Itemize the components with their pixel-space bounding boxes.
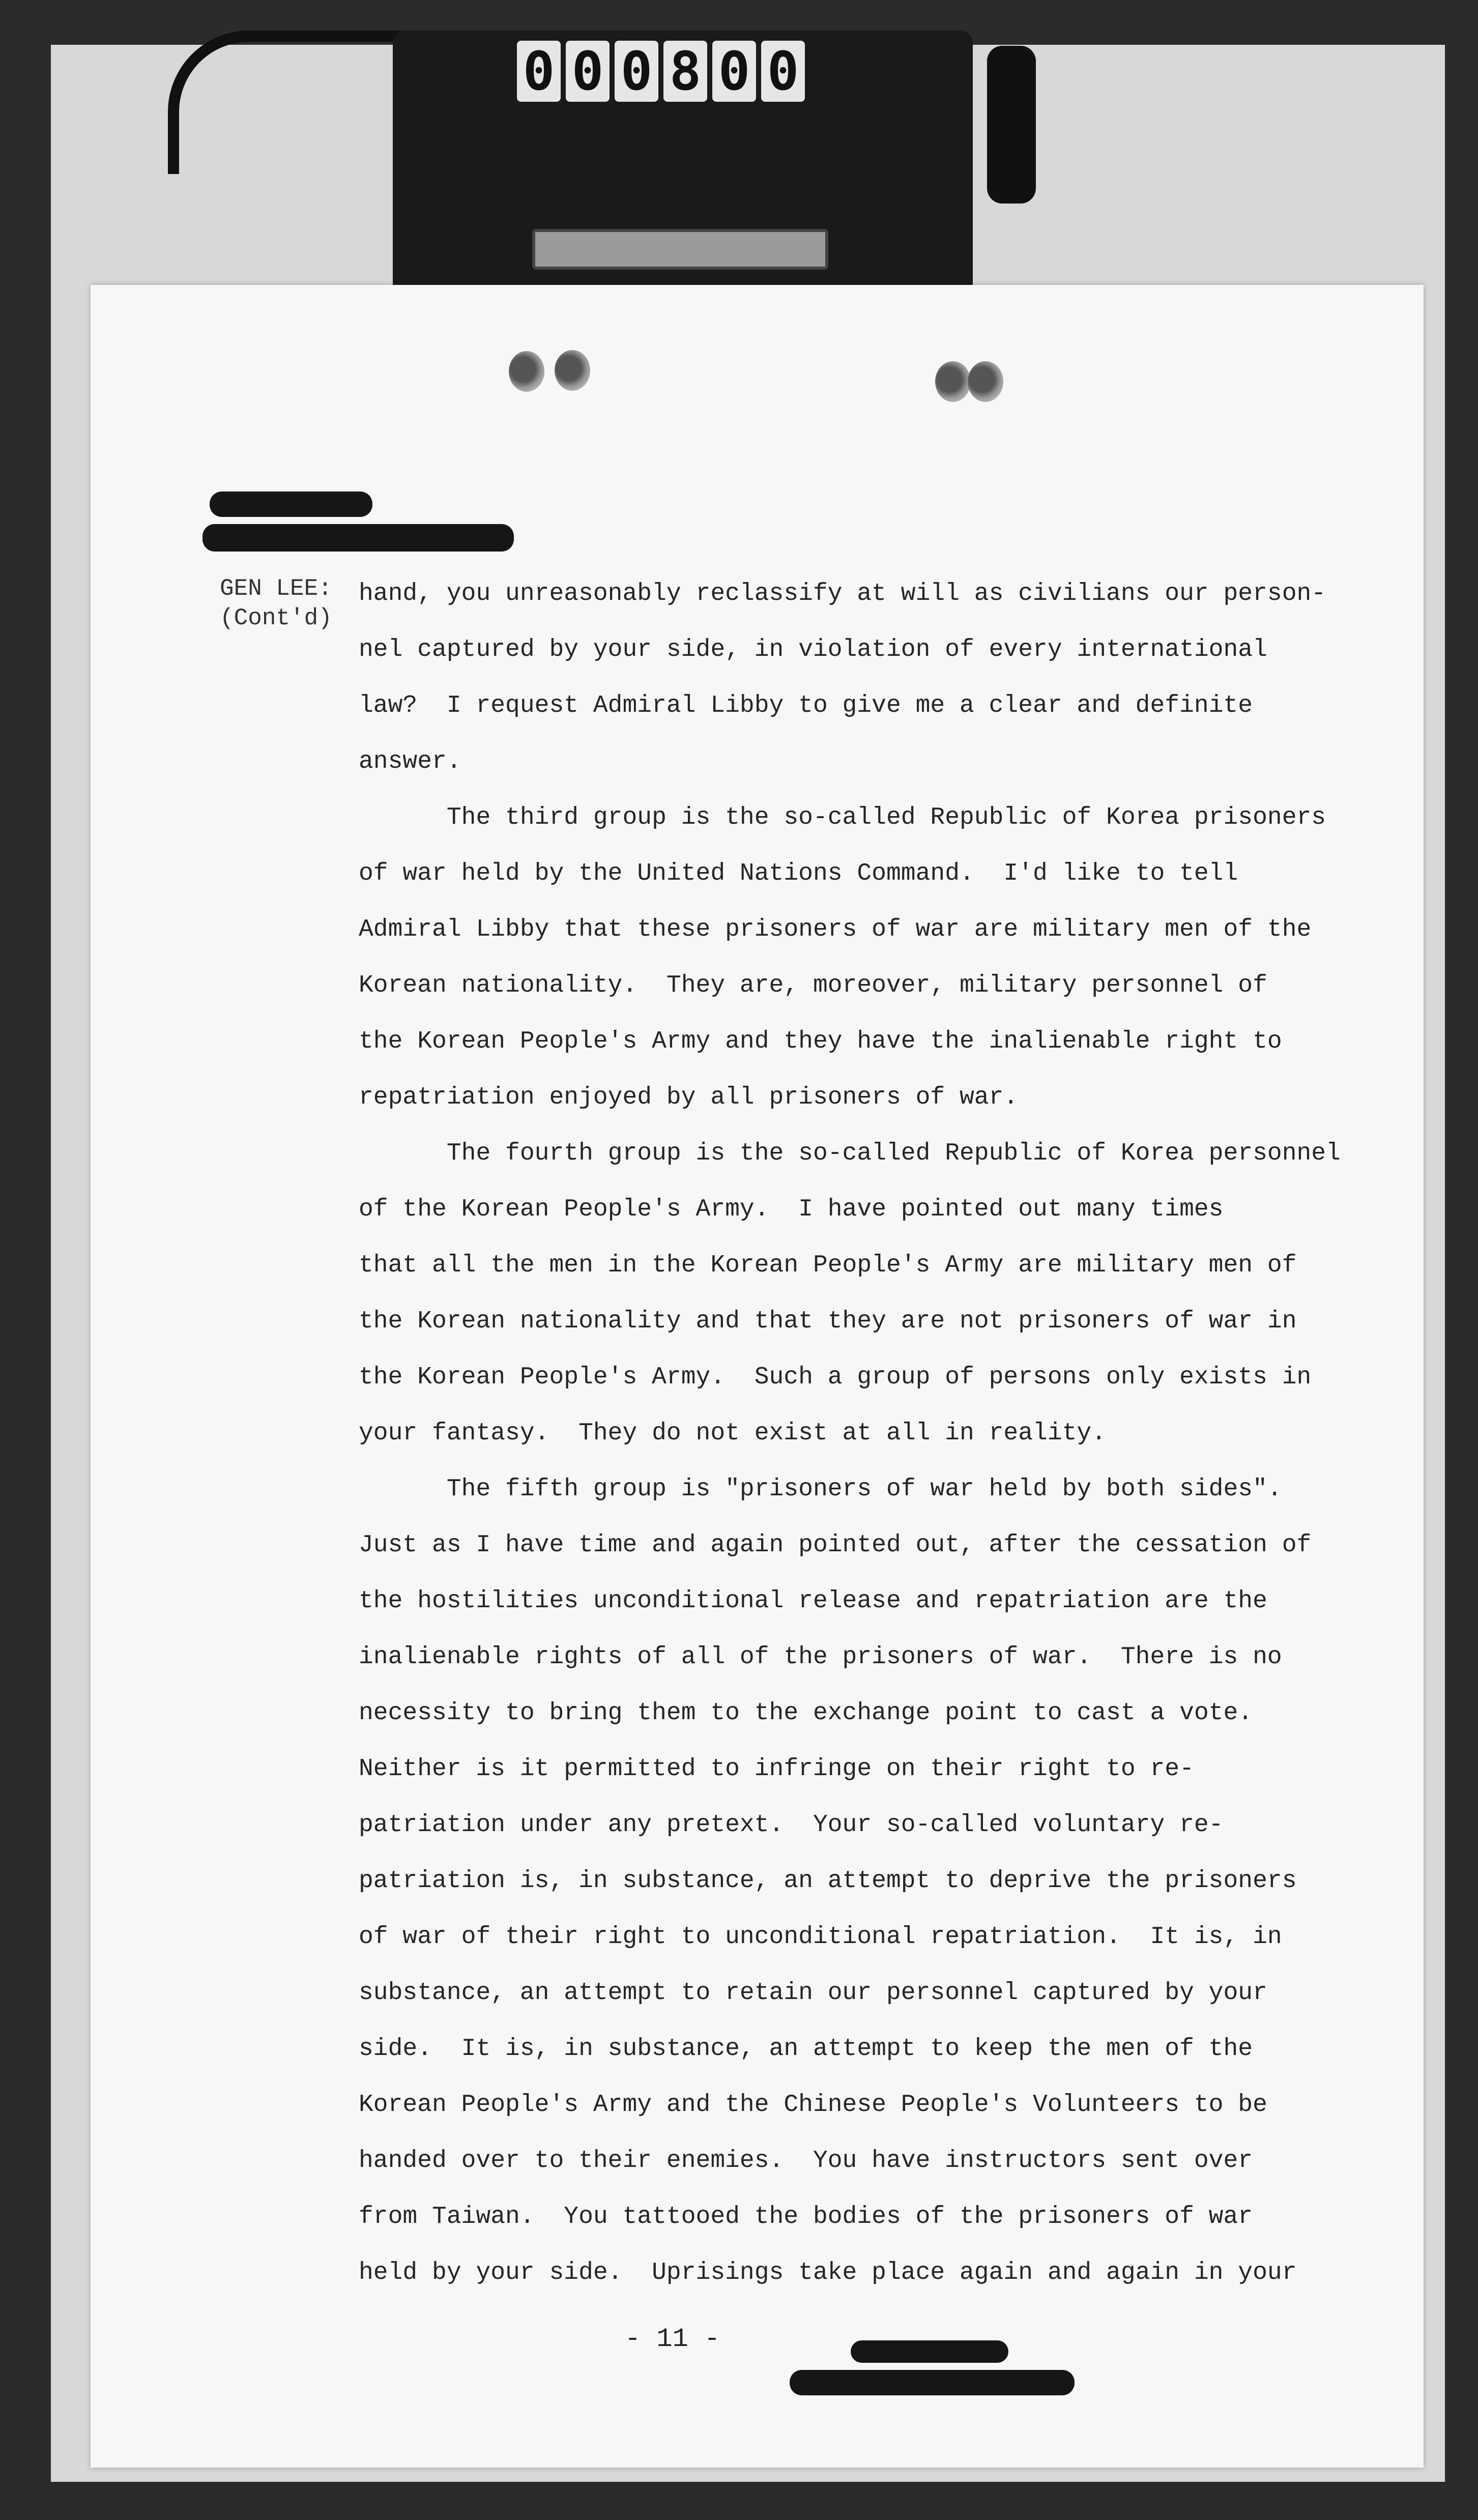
text-line: necessity to bring them to the exchange point to cast a vote. xyxy=(359,1699,1253,1727)
text-line: from Taiwan. You tattooed the bodies of the prisoners of war xyxy=(359,2203,1253,2231)
text-line: side. It is, in substance, an attempt to keep the men of the xyxy=(359,2035,1253,2063)
text-line: nel captured by your side, in violation of every international xyxy=(359,636,1267,663)
counter-digit: 0 xyxy=(712,41,756,102)
text-line: your fantasy. They do not exist at all in reality. xyxy=(359,1420,1107,1447)
classification-redaction xyxy=(790,2370,1075,2395)
text-line: Korean nationality. They are, moreover, military personnel of xyxy=(359,972,1267,999)
text-line: repatriation enjoyed by all prisoners of war. xyxy=(359,1084,1019,1111)
document-body xyxy=(359,566,1341,2301)
text-line: the Korean People's Army and they have the inalienable right to xyxy=(359,1028,1282,1055)
counter-digit: 0 xyxy=(615,41,658,102)
text-line: law? I request Admiral Libby to give me a clear and definite xyxy=(359,692,1253,719)
counter-digit: 8 xyxy=(663,41,707,102)
text-line: The fourth group is the so-called Republic of Korea personnel xyxy=(359,1140,1341,1167)
frame-counter xyxy=(517,41,805,102)
counter-slot xyxy=(532,229,828,270)
text-line: the Korean nationality and that they are not prisoners of war in xyxy=(359,1308,1297,1335)
text-line: Neither is it permitted to infringe on their right to re- xyxy=(359,1755,1194,1783)
counter-knob xyxy=(987,46,1036,204)
text-line: hand, you unreasonably reclassify at will as civilians our person- xyxy=(359,580,1326,607)
counter-digit: 0 xyxy=(566,41,610,102)
text-line: answer. xyxy=(359,748,461,775)
text-line: the Korean People's Army. Such a group of persons only exists in xyxy=(359,1364,1312,1391)
text-line: patriation is, in substance, an attempt to deprive the prisoners xyxy=(359,1867,1297,1895)
text-line: Admiral Libby that these prisoners of war are military men of the xyxy=(359,916,1312,943)
page-number: - 11 - xyxy=(625,2324,720,2354)
text-line: of the Korean People's Army. I have pointed out many times xyxy=(359,1196,1224,1223)
text-line: of war held by the United Nations Command. I'd like to tell xyxy=(359,860,1238,887)
text-line: inalienable rights of all of the prisoners of war. There is no xyxy=(359,1643,1282,1671)
text-line: The fifth group is "prisoners of war held by both sides". xyxy=(359,1475,1282,1503)
speaker-label: GEN LEE: (Cont'd) xyxy=(220,575,332,631)
text-line: that all the men in the Korean People's Army are military men of xyxy=(359,1252,1297,1279)
text-line: the hostilities unconditional release and repatriation are the xyxy=(359,1587,1267,1615)
punch-hole xyxy=(509,351,544,392)
punch-hole xyxy=(555,350,590,391)
classification-redaction xyxy=(210,491,372,517)
text-line: Just as I have time and again pointed out, after the cessation of xyxy=(359,1531,1312,1559)
text-line: held by your side. Uprisings take place again and again in your xyxy=(359,2259,1297,2286)
punch-hole xyxy=(968,361,1003,402)
classification-redaction xyxy=(202,524,514,552)
text-line: substance, an attempt to retain our personnel captured by your xyxy=(359,1979,1267,2007)
counter-digit: 0 xyxy=(761,41,805,102)
text-line: of war of their right to unconditional repatriation. It is, in xyxy=(359,1923,1282,1951)
text-line: Korean People's Army and the Chinese People's Volunteers to be xyxy=(359,2091,1267,2119)
counter-digit: 0 xyxy=(517,41,561,102)
text-line: patriation under any pretext. Your so-called voluntary re- xyxy=(359,1811,1224,1839)
punch-hole xyxy=(935,361,971,402)
classification-redaction xyxy=(851,2340,1008,2363)
text-line: handed over to their enemies. You have instructors sent over xyxy=(359,2147,1253,2175)
text-line: The third group is the so-called Republic of Korea prisoners xyxy=(359,804,1326,831)
